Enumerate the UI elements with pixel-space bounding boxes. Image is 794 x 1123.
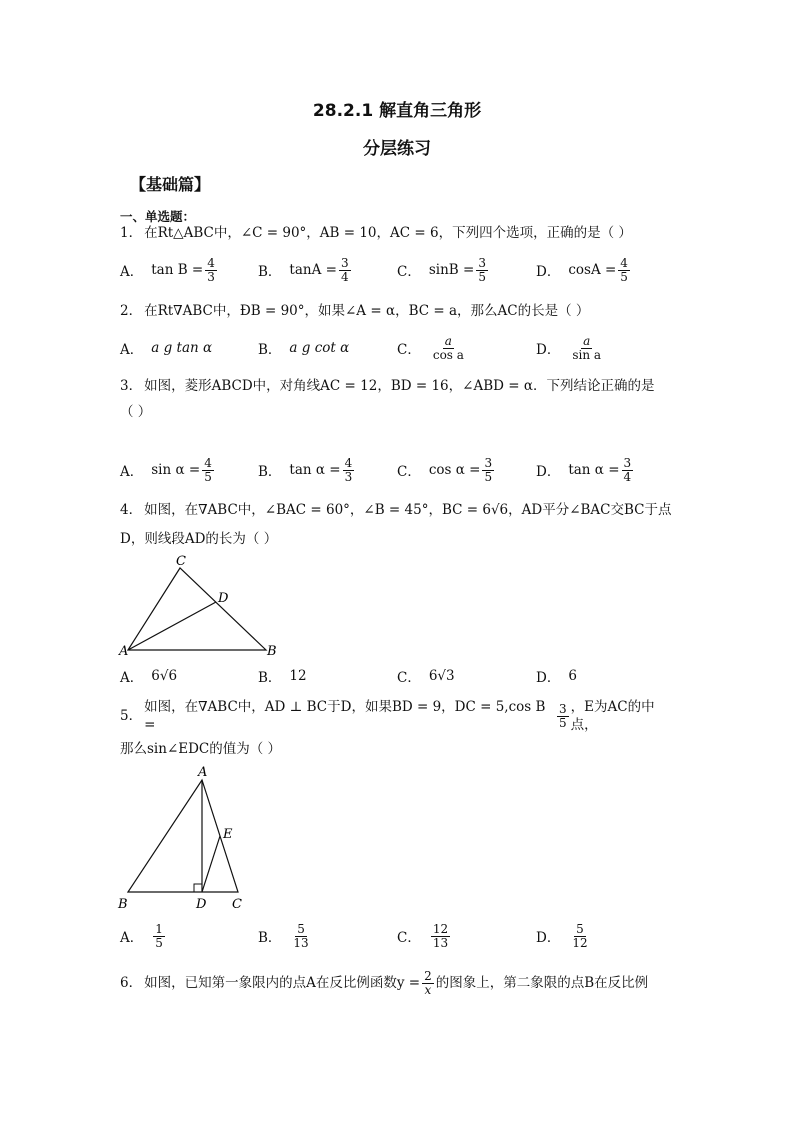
vertex-label-b: B bbox=[118, 897, 128, 912]
vertex-label-a: A bbox=[119, 644, 129, 658]
question-number: 5． bbox=[120, 708, 143, 724]
right-angle-marker bbox=[194, 884, 202, 892]
triangle-abc bbox=[128, 568, 266, 650]
point-label-d: D bbox=[196, 897, 207, 912]
vertex-label-c: C bbox=[232, 897, 242, 912]
fraction: $\frac{2}{x}$ bbox=[424, 968, 432, 997]
q1-option-d[interactable]: D． cosA = $\frac{4}{5}$ bbox=[536, 255, 628, 284]
triangle-abc bbox=[128, 780, 238, 892]
q5-option-b[interactable]: B． $\frac{5}{13}$ bbox=[258, 921, 309, 950]
question-text: 如图，在∇ABC中，AD ⊥ BC于D，如果BD = 9，DC = 5,cos B = bbox=[144, 699, 546, 733]
fraction: $\frac{4}{5}$ bbox=[620, 255, 628, 284]
q4-triangle-figure bbox=[118, 552, 288, 658]
fraction: $\frac{a}{\text{cos a}}$ bbox=[432, 333, 464, 362]
question-4 bbox=[120, 501, 680, 519]
q5-option-c[interactable]: C． $\frac{12}{13}$ bbox=[397, 921, 449, 950]
fraction: $\frac{a}{\text{sin a}}$ bbox=[572, 333, 602, 362]
q4-option-c[interactable]: C． 6√3 bbox=[397, 668, 455, 686]
question-1 bbox=[120, 224, 680, 242]
q4-option-b[interactable]: B． 12 bbox=[258, 668, 307, 686]
fraction: $\frac{3}{5}$ bbox=[484, 455, 493, 484]
fraction: $\frac{3}{5}$ bbox=[478, 255, 486, 284]
q2-option-a[interactable]: A． a g tan α bbox=[120, 340, 213, 358]
document-subtitle: 分层练习 bbox=[363, 139, 431, 159]
question-6: 6． 如图，已知第一象限内的点A在反比例函数y = $\frac{2}{x}$ 的图象上，第二象限的点B在反比例 bbox=[120, 968, 649, 997]
question-text: 如图，已知第一象限内的点A在反比例函数y = bbox=[144, 975, 421, 991]
q3-option-a[interactable]: A． sin α = $\frac{4}{5}$ bbox=[120, 455, 212, 484]
question-text: 如图，在∇ABC中，∠BAC = 60°，∠B = 45°，BC = 6√6，AD平分∠BAC交BC于点 bbox=[144, 502, 672, 518]
q1-option-c[interactable]: C． sinB = $\frac{3}{5}$ bbox=[397, 255, 486, 284]
fraction: $\frac{12}{13}$ bbox=[432, 921, 449, 950]
q1-option-b[interactable]: B． tanA = $\frac{3}{4}$ bbox=[258, 255, 349, 284]
fraction: $\frac{1}{5}$ bbox=[155, 921, 163, 950]
q4-option-d[interactable]: D． 6 bbox=[536, 668, 577, 686]
fraction: $\frac{5}{13}$ bbox=[293, 921, 309, 950]
q5-option-d[interactable]: D． $\frac{5}{12}$ bbox=[536, 921, 588, 950]
question-3 bbox=[120, 377, 680, 395]
question-number: 2． bbox=[120, 303, 143, 319]
question-2 bbox=[120, 302, 680, 320]
bisector-ad bbox=[128, 602, 216, 650]
segment-de bbox=[202, 836, 220, 892]
question-text: 在Rt∇ABC中，ÐB = 90°，如果∠A = α，BC = a，那么AC的长是（ ） bbox=[144, 303, 590, 319]
q2-option-b[interactable]: B． a g cot α bbox=[258, 340, 350, 358]
fraction: $\frac{4}{3}$ bbox=[207, 255, 215, 284]
question-5-continued: 那么sin∠EDC的值为（ ） bbox=[120, 741, 282, 757]
fraction: $\frac{3}{4}$ bbox=[623, 455, 632, 484]
fraction: $\frac{3}{5}$ bbox=[559, 701, 567, 730]
subsection-heading: 一、单选题： bbox=[120, 209, 196, 224]
question-number: 1． bbox=[120, 225, 143, 241]
question-3-continued: （ ） bbox=[120, 404, 152, 420]
q2-option-d[interactable]: D． $\frac{a}{\text{sin a}}$ bbox=[536, 333, 602, 362]
question-number: 3． bbox=[120, 378, 143, 394]
section-heading: 【基础篇】 bbox=[130, 175, 211, 194]
q4-option-a[interactable]: A． 6√6 bbox=[120, 668, 178, 686]
question-text: 在Rt△ABC中，∠C = 90°，AB = 10，AC = 6，下列四个选项，正确的是（ ） bbox=[144, 225, 632, 241]
q5-triangle-figure bbox=[116, 762, 256, 914]
point-label-e: E bbox=[223, 827, 233, 842]
question-text: 如图，菱形ABCD中，对角线AC = 12，BD = 16，∠ABD = α．下列结论正确的是 bbox=[144, 378, 655, 394]
q5-option-a[interactable]: A． $\frac{1}{5}$ bbox=[120, 921, 163, 950]
fraction: $\frac{5}{12}$ bbox=[572, 921, 588, 950]
fraction: $\frac{3}{4}$ bbox=[340, 255, 349, 284]
point-label-d: D bbox=[218, 591, 229, 606]
q1-option-a[interactable]: A． tan B = $\frac{4}{3}$ bbox=[120, 255, 215, 284]
q3-option-d[interactable]: D． tan α = $\frac{3}{4}$ bbox=[536, 455, 632, 484]
question-4-continued: D，则线段AD的长为（ ） bbox=[120, 531, 278, 547]
q2-option-c[interactable]: C． $\frac{a}{\text{cos a}}$ bbox=[397, 333, 464, 362]
question-number: 4． bbox=[120, 502, 143, 518]
q3-option-c[interactable]: C． cos α = $\frac{3}{5}$ bbox=[397, 455, 493, 484]
fraction: $\frac{4}{5}$ bbox=[204, 455, 212, 484]
question-number: 6． bbox=[120, 975, 143, 991]
question-5: 5． 如图，在∇ABC中，AD ⊥ BC于D，如果BD = 9，DC = 5,cos B = $\frac{3}{5}$ ，E为AC的中点， bbox=[120, 699, 655, 733]
q3-option-b[interactable]: B． tan α = $\frac{4}{3}$ bbox=[258, 455, 353, 484]
document-title: 28.2.1 解直角三角形 bbox=[312, 101, 482, 121]
fraction: $\frac{4}{3}$ bbox=[344, 455, 353, 484]
vertex-label-b: B bbox=[267, 644, 277, 658]
vertex-label-a: A bbox=[198, 765, 208, 780]
vertex-label-c: C bbox=[176, 554, 186, 569]
